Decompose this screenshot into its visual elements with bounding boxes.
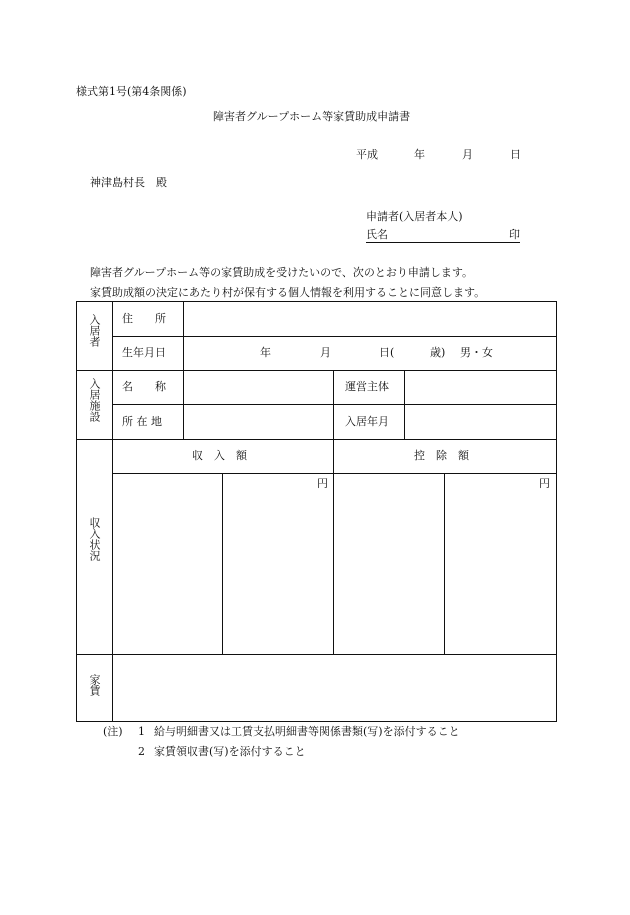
note-2-number: 2 [138,745,145,758]
date-day: 日 [510,148,521,161]
operator-label: 運営主体 [345,380,389,393]
facility-name-label: 名 称 [122,380,166,393]
birth-month-unit: 月 [320,346,331,359]
document-title: 障害者グループホーム等家賃助成申請書 [213,110,411,123]
addressee: 神津島村長 殿 [90,176,167,189]
birth-day-unit: 日( [379,346,395,359]
location-field[interactable] [184,405,333,439]
address-field[interactable] [184,302,556,336]
applicant-label: 申請者(入居者本人) [366,210,463,223]
gender-option[interactable]: 男・女 [460,346,493,359]
form-number: 様式第1号(第4条関係) [76,85,187,98]
section-resident-label: 入居者 [88,314,101,347]
deduction-amount-field[interactable] [445,474,556,654]
income-yen-unit: 円 [317,477,328,490]
income-amount-header: 収 入 額 [192,449,247,462]
birthdate-label: 生年月日 [122,346,166,359]
rent-field[interactable] [113,655,556,721]
income-description-field[interactable] [113,474,222,654]
deduction-description-field[interactable] [334,474,444,654]
income-amount-field[interactable] [223,474,333,654]
section-rent-label: 家賃 [88,674,101,696]
note-1-text: 給与明細書又は工賃支払明細書等関係書類(写)を添付すること [154,725,460,738]
birthdate-field[interactable] [184,337,556,370]
seal-mark: 印 [509,228,520,241]
deduction-yen-unit: 円 [539,477,550,490]
note-1-number: 1 [138,725,145,738]
age-unit: 歳) [430,346,446,359]
facility-name-field[interactable] [184,371,333,404]
date-year: 年 [414,148,425,161]
operator-field[interactable] [405,371,556,404]
note-2-text: 家賃領収書(写)を添付すること [154,745,306,758]
deduction-amount-header: 控 除 額 [414,449,469,462]
address-label: 住 所 [122,312,166,325]
move-in-label: 入居年月 [345,415,389,428]
body-text-line2: 家賃助成額の決定にあたり村が保有する個人情報を利用することに同意します。 [90,286,486,299]
date-era: 平成 [356,148,378,161]
birth-year-unit: 年 [260,346,271,359]
section-income-label: 収入状況 [88,517,101,561]
section-facility-label: 入居施設 [88,378,101,422]
applicant-name-label: 氏名 [366,228,388,241]
body-text-line1: 障害者グループホーム等の家賃助成を受けたいので、次のとおり申請します。 [90,266,474,279]
location-label: 所 在 地 [122,415,162,428]
date-month: 月 [462,148,473,161]
notes-prefix: (注) [103,725,123,738]
move-in-field[interactable] [405,405,556,439]
